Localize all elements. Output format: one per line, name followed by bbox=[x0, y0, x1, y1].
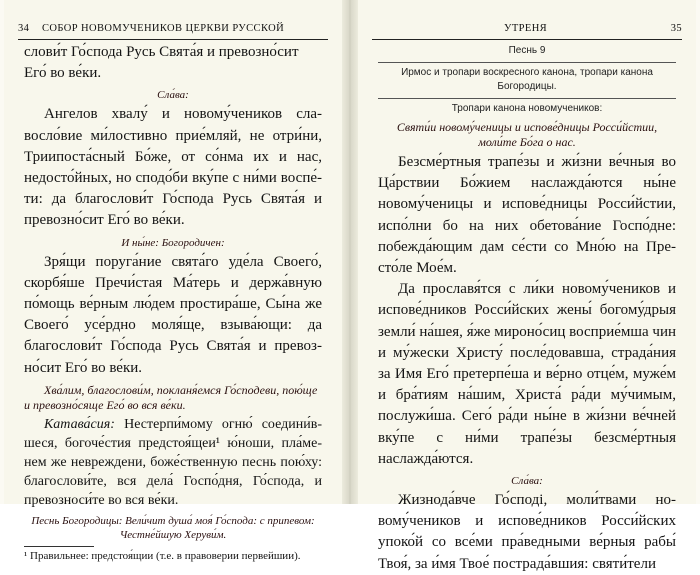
text-block: Жизнода́вче Го́сподi, моли́твами новому́чеников и испове́дников Росси́йских упоко́й со все́ми пра́ведными ве́рныя рабы́ Твоя́, за и́мя Твое́ пострада́вшия: святи́тели bbox=[378, 492, 676, 572]
separator bbox=[378, 62, 676, 63]
page-number: 34 bbox=[18, 23, 30, 34]
rubric: Песнь Богородицы: Вели́чит душа́ моя́ Го́спода: с припевом: Честне́йшую Херуви́м. bbox=[31, 514, 315, 541]
ode-heading: Песнь 9 bbox=[508, 45, 546, 56]
footnote-rule bbox=[24, 546, 94, 547]
page-number: 35 bbox=[670, 23, 682, 34]
left-page bbox=[4, 0, 342, 562]
header-rule bbox=[18, 39, 328, 40]
rubric: Сла́ва: bbox=[157, 89, 189, 102]
rubric: Тропари канона новомучеников: bbox=[451, 103, 603, 114]
running-title: СОБОР НОВОМУЧЕНИКОВ ЦЕРКВИ РУССКОЙ bbox=[42, 23, 285, 34]
separator bbox=[378, 98, 676, 99]
text-block: Ангелов хвалу́ и новому́чеников славосло́вие ми́лостивно прие́мляй, не отри́ни, Триипоста́сный Бо́же, от со́нма их и нас, недосто́йных, но сподо́би вку́пе с ни́ми воспе́ти: да благослови́т Го́спода Русь Свята́я и превозно́сит Его́ во ве́ки. bbox=[24, 106, 322, 229]
right-body bbox=[378, 42, 676, 575]
footnote: ¹ Правильнее: предстоя́щии (т.е. в правоверии первейшии). bbox=[24, 549, 301, 562]
rubric: Сла́ва: bbox=[511, 475, 543, 488]
left-body bbox=[24, 42, 322, 563]
rubric-verse: Хва́лим, благослови́м, покланя́емся Го́сподеви, пою́ще и превозно́сяще Его́ во вся ве́ки. bbox=[24, 382, 318, 412]
refrain: Святи́и новому́ченицы и испове́дницы Росси́йстии, моли́те Бо́га о нас. bbox=[396, 120, 658, 149]
katavasia-label: Катава́сия: bbox=[44, 416, 115, 432]
katavasia bbox=[24, 415, 322, 510]
right-running-head bbox=[358, 23, 696, 37]
katavasia-text: Нестерпи́мому огню́ соедини́вшеся, богоче́стия предстоя́щеи¹ ю́ноши, пла́менем же невреждени, боже́ственную песнь пою́ху: благослови́те, вся дела́ Госпо́дня, Го́спода, и превозноси́те во вся ве́ки. bbox=[24, 416, 322, 508]
rubric: Ирмос и тропари воскресного канона, тропари канона Богородицы. bbox=[401, 67, 653, 92]
rubric: И ны́не: Богородичен: bbox=[121, 236, 225, 249]
text-block: Да прославя́тся с ли́ки новому́чеников и испове́дников Росси́йских жены́ богому́дрыя земли́ на́шея, я́же мироно́сиц восприе́мша чин и му́жески Христу́ после́довавша, страда́ния за Имя Его́ претерпе́ша и ве́рно отце́м, муже́м и бра́тиям на́шим, Христа́ ра́ди му́чимым, послужи́ша. Сего́ ра́ди ны́не в жи́зни ве́чней вку́пе с ни́ми трапе́зы безсме́ртныя наслажда́ются. bbox=[378, 281, 676, 467]
book-gutter bbox=[342, 0, 358, 504]
left-running-head bbox=[4, 23, 342, 37]
header-rule bbox=[372, 39, 682, 40]
text-block: Зря́щи поруга́ние свята́го уде́ла Своего́, скорбя́ше Пречи́стая Ма́терь и держа́вную по́мощь ве́рным лю́дем простира́ше, Сы́на же Своего́ усе́рдно моля́ще, взыва́ющи: да благослови́т Го́спода Русь Свята́я и превозно́сит Его́ во ве́ки. bbox=[24, 253, 322, 376]
right-page bbox=[358, 0, 696, 572]
text-block: слови́т Го́спода Русь Свята́я и превозно́сит Его́ во ве́ки. bbox=[24, 44, 299, 82]
running-title: УТРЕНЯ bbox=[504, 23, 548, 34]
text-block: Безсме́ртныя трапе́зы и жи́зни ве́чныя во Ца́рствии Бо́жием наслажда́ются ны́не новому́ченицы и испове́дницы Росси́йстии, испо́лни бо на них обетова́ние Госпо́дне: побежда́ющим дам се́сти со Мно́ю на Престо́ле Мое́м. bbox=[378, 154, 676, 277]
